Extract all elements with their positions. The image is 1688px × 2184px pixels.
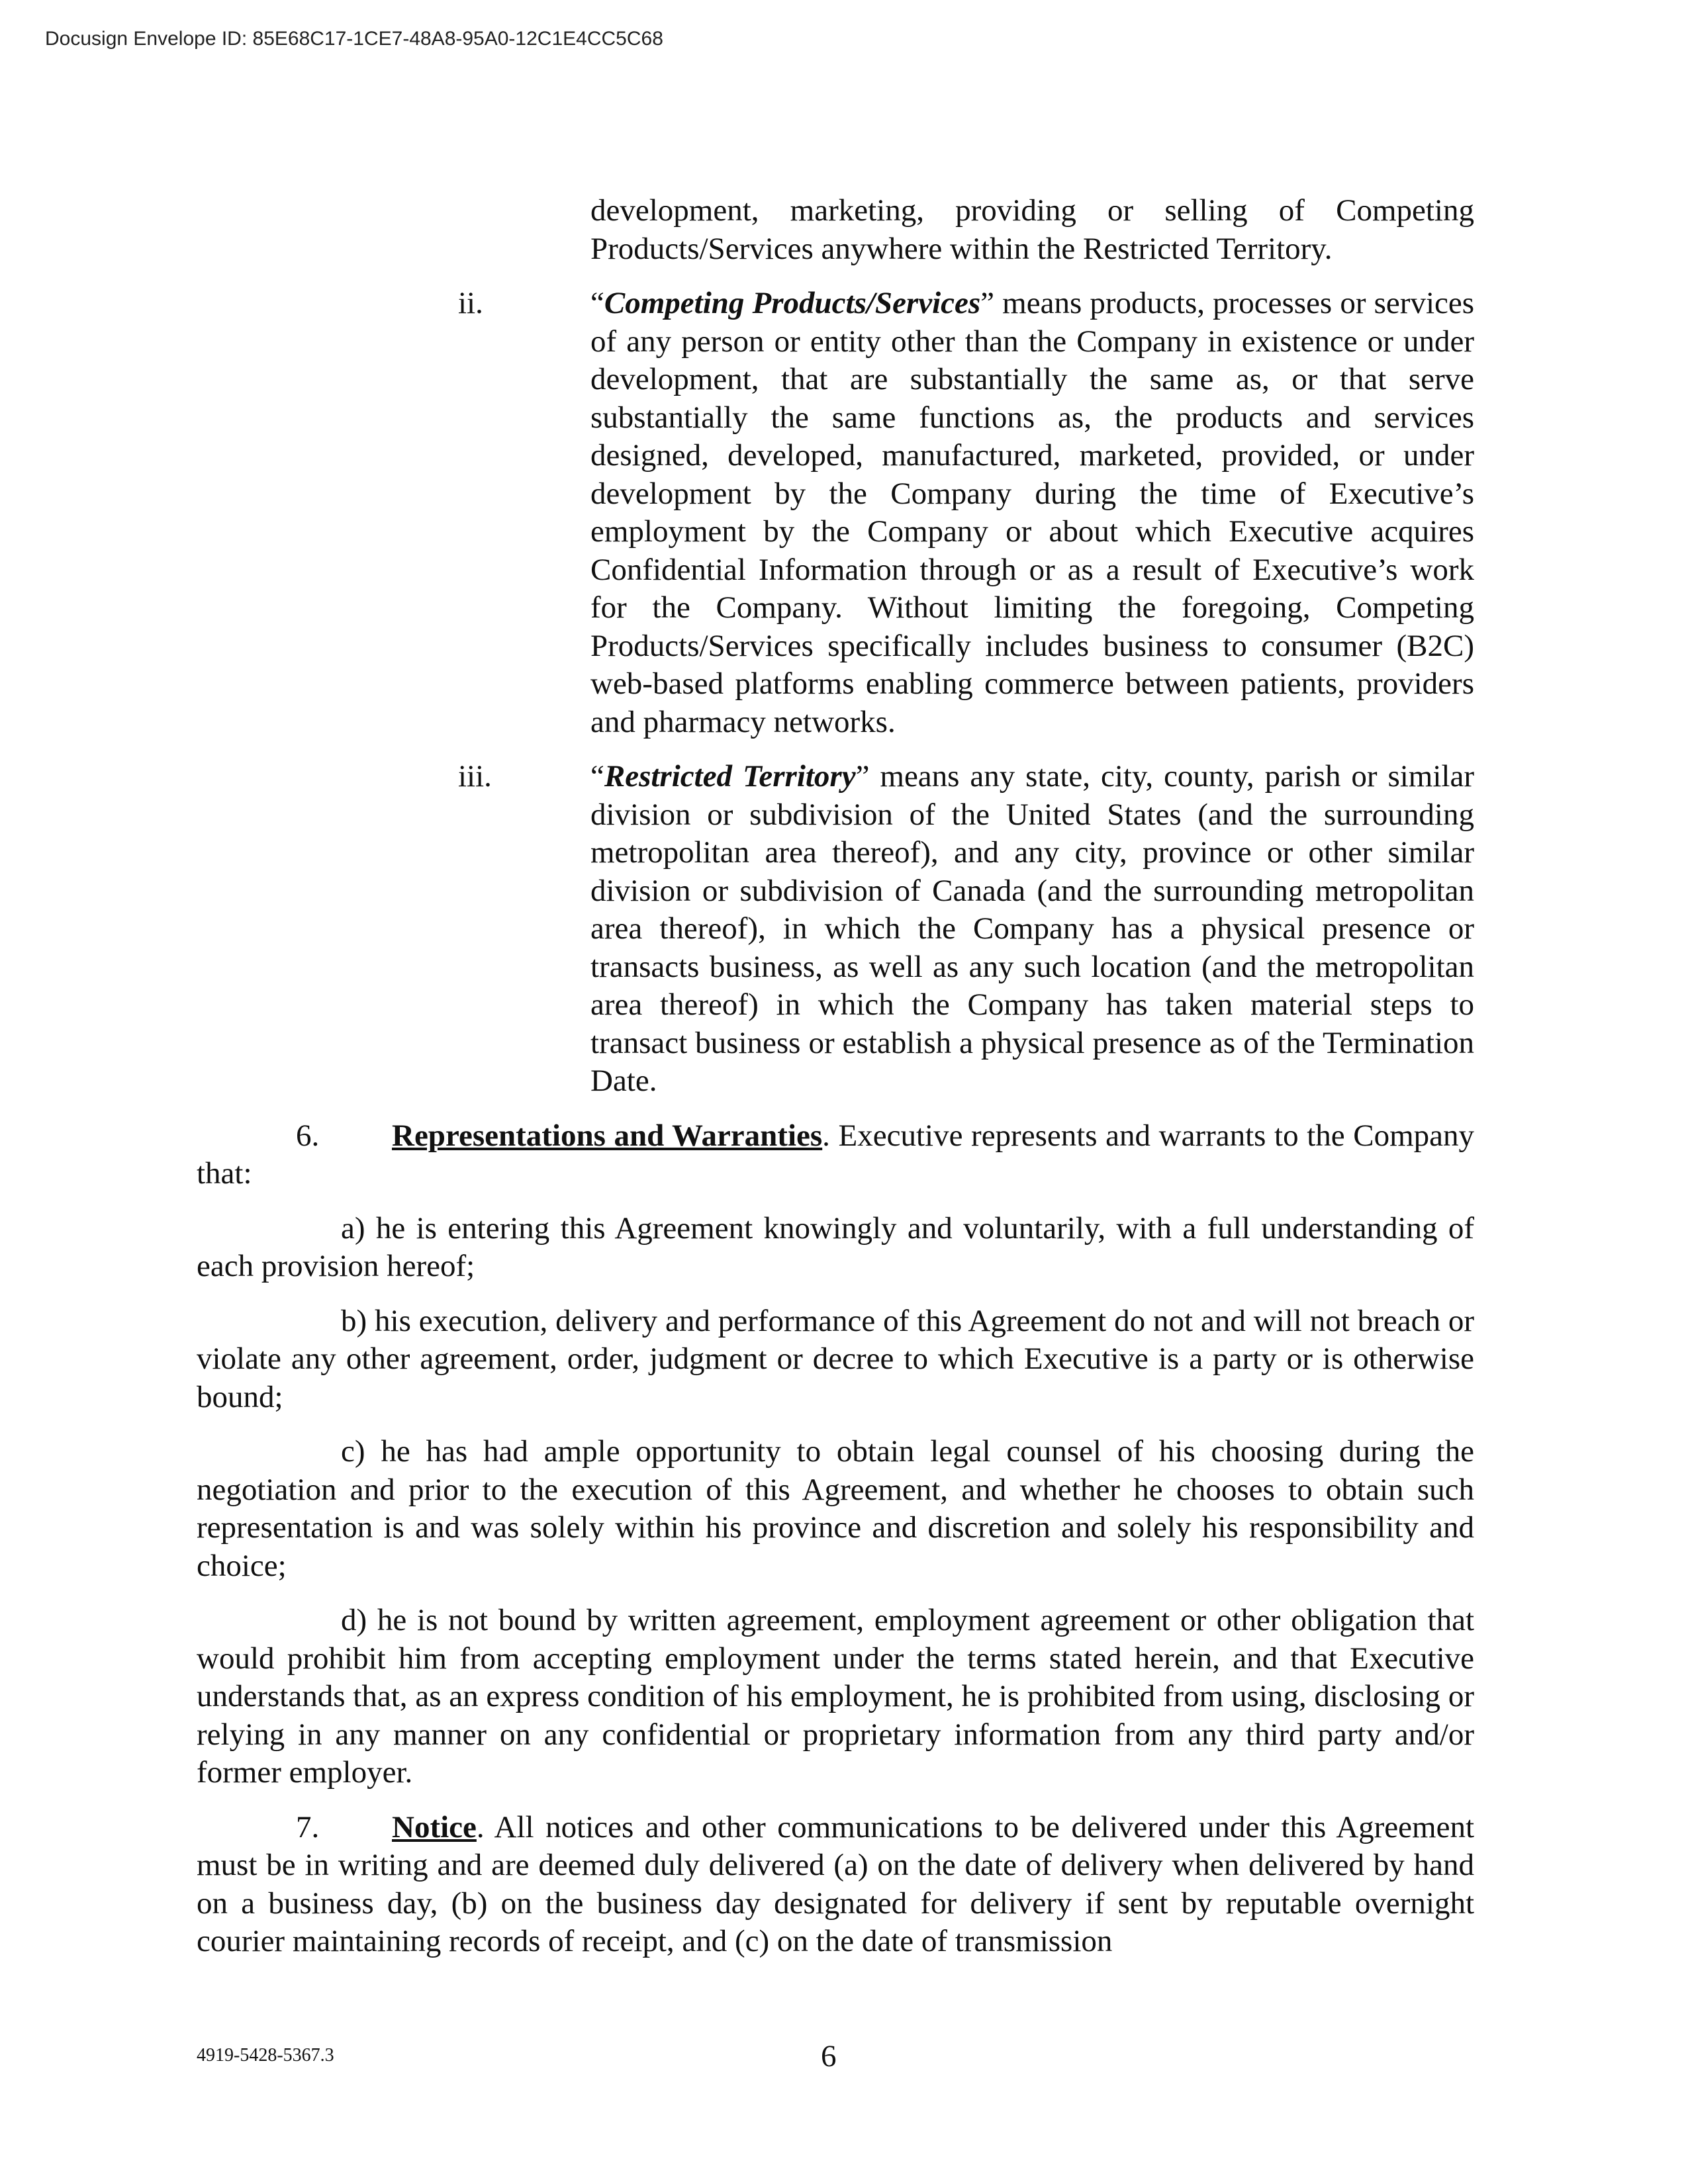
open-quote: “ xyxy=(590,286,604,320)
section-7-notice xyxy=(197,1809,1474,1961)
section-6-intro xyxy=(197,1117,1474,1193)
section-number: 6. xyxy=(296,1118,320,1153)
footer-document-id: 4919-5428-5367.3 xyxy=(197,2045,334,2066)
defined-term: Restricted Territory xyxy=(604,759,856,794)
section-heading: Representations and Warranties xyxy=(392,1118,823,1153)
close-quote: ” xyxy=(855,759,870,794)
clause-a: a) he is entering this Agreement knowingly and voluntarily, with a full understanding of each provision hereof; xyxy=(197,1210,1474,1283)
definition-text: means any state, city, county, parish or similar division or subdivision of the United States (and the surrounding metropolitan area thereof), and any city, province or other similar division or subdivision of Canada (and the surrounding metropolitan area thereof), in which the Company has a physical presence or transacts business, as well as any such location (and the metropolitan area thereof) in which the Company has taken material steps to transact business or establish a physical presence as of the Termination Date. xyxy=(590,759,1474,1098)
clause-c: c) he has had ample opportunity to obtain legal counsel of his choosing during the negotiation and prior to the execution of this Agreement, and whether he chooses to obtain such representation is and was solely within his province and discretion and solely his responsibility and choice; xyxy=(197,1434,1474,1583)
continuation-paragraph xyxy=(197,192,1474,268)
section-text: . All notices and other communications to be delivered under this Agreement must be in writing and are deemed duly delivered (a) on the date of delivery when delivered by hand on a business day, (b) on the business day designated for delivery if sent by reputable overnight courier maintaining records of receipt, and (c) on the date of transmission xyxy=(197,1809,1474,1958)
docusign-envelope-id: Docusign Envelope ID: 85E68C17-1CE7-48A8-95A0-12C1E4CC5C68 xyxy=(45,28,663,50)
section-intro-text: . Executive represents and warrants to the Company that: xyxy=(197,1118,1475,1191)
page-number: 6 xyxy=(821,2039,837,2073)
open-quote: “ xyxy=(590,759,604,794)
definition-competing-products xyxy=(197,285,1474,741)
clause-d: d) he is not bound by written agreement, employment agreement or other obligation that would prohibit him from accepting employment under the terms stated herein, and that Executive understands that, as an express condition of his employment, he is prohibited from using, disclosing or relying in any manner on any confidential or proprietary information from any third party and/or former employer. xyxy=(197,1603,1474,1790)
section-heading: Notice xyxy=(392,1809,477,1844)
definition-text: means products, processes or services of any person or entity other than the Company in existence or under development, that are substantially the same as, or that serve substantially the same functions as, the products and services designed, developed, manufactured, marketed, provided, or under development by the Company during the time of Executive’s employment by the Company or about which Executive acquires Confidential Information through or as a result of Executive’s work for the Company. Without limiting the foregoing, Competing Products/Services specifically includes business to consumer (B2C) web-based platforms enabling commerce between patients, providers and pharmacy networks. xyxy=(590,286,1475,739)
clause-b: b) his execution, delivery and performance of this Agreement do not and will not breach or violate any other agreement, order, judgment or decree to which Executive is a party or is otherwise bound; xyxy=(197,1303,1474,1414)
definition-restricted-territory xyxy=(197,758,1474,1101)
document-page xyxy=(197,192,1474,1978)
close-quote: ” xyxy=(980,286,995,320)
definition-number: iii. xyxy=(458,759,492,794)
definition-number: ii. xyxy=(458,286,483,320)
section-number: 7. xyxy=(296,1809,320,1844)
continuation-text: development, marketing, providing or selling of Competing Products/Services anywhere within the Restricted Territory. xyxy=(590,193,1474,266)
defined-term: Competing Products/Services xyxy=(604,286,981,320)
